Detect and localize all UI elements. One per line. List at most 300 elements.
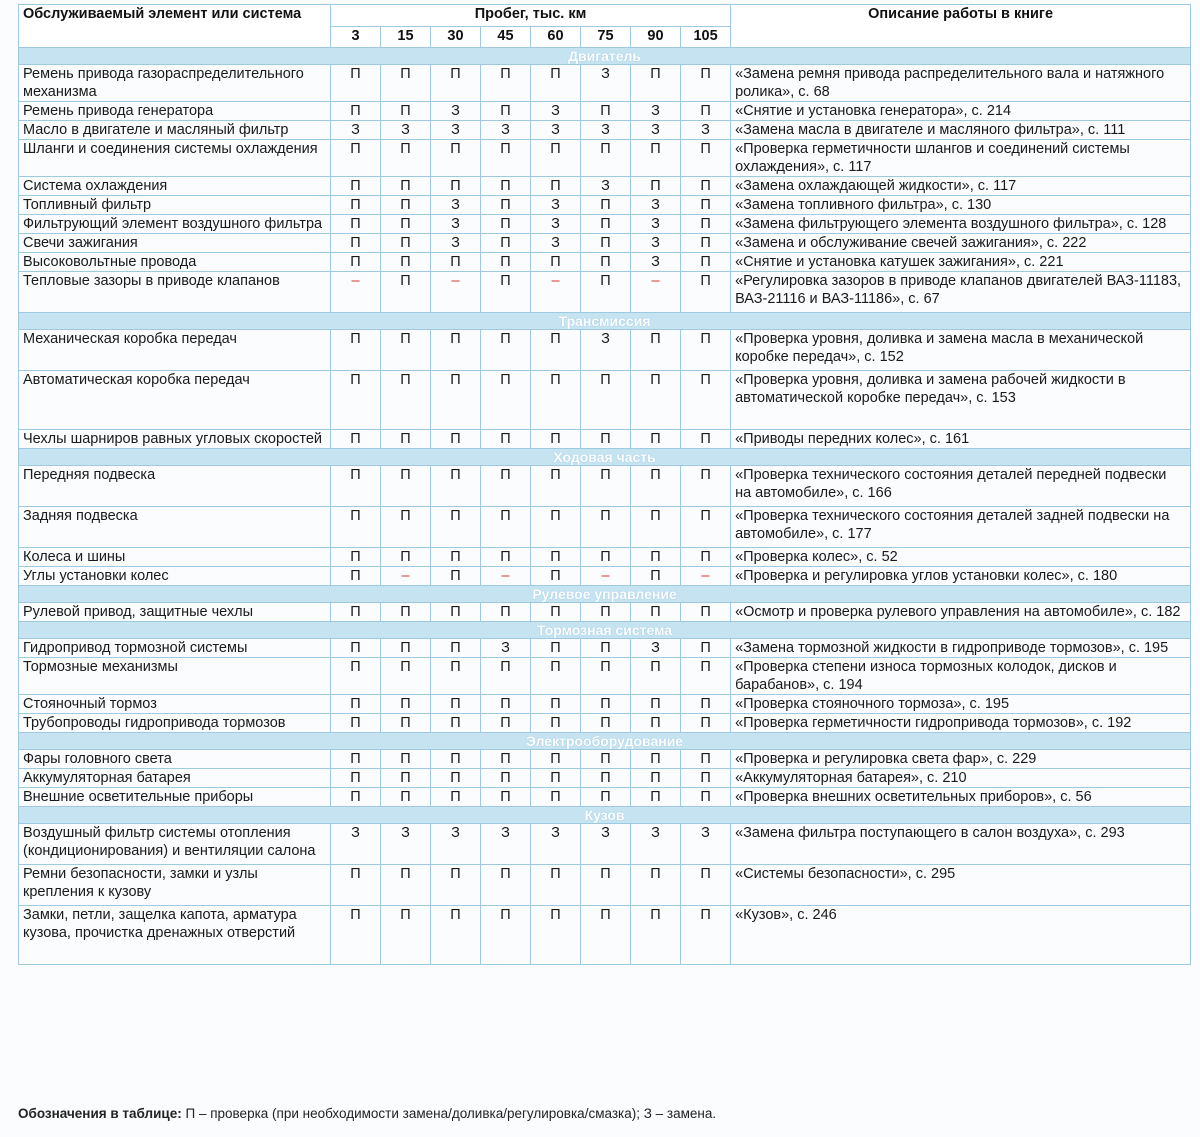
interval-cell: П bbox=[581, 906, 631, 965]
interval-cell: П bbox=[681, 330, 731, 371]
interval-cell: П bbox=[681, 865, 731, 906]
element-cell: Свечи зажигания bbox=[19, 234, 331, 253]
interval-cell: П bbox=[481, 695, 531, 714]
description-cell: «Проверка герметичности шлангов и соединений системы охлаждения», с. 117 bbox=[731, 140, 1191, 177]
interval-cell: П bbox=[381, 714, 431, 733]
section-header-row bbox=[19, 733, 1191, 750]
element-column-header: Обслуживаемый элемент или система bbox=[19, 5, 331, 48]
section-header-row bbox=[19, 586, 1191, 603]
description-cell: «Проверка технического состояния деталей задней подвески на автомобиле», с. 177 bbox=[731, 507, 1191, 548]
interval-cell: П bbox=[481, 769, 531, 788]
interval-cell: П bbox=[631, 865, 681, 906]
table-row bbox=[19, 430, 1191, 449]
interval-cell: П bbox=[481, 750, 531, 769]
interval-cell: П bbox=[631, 430, 681, 449]
interval-cell: П bbox=[681, 253, 731, 272]
interval-cell: П bbox=[531, 865, 581, 906]
interval-cell: П bbox=[431, 714, 481, 733]
mileage-column-header: 75 bbox=[581, 27, 631, 48]
interval-cell: П bbox=[531, 140, 581, 177]
interval-cell: П bbox=[481, 788, 531, 807]
interval-cell: П bbox=[381, 330, 431, 371]
description-cell: «Проверка степени износа тормозных колодок, дисков и барабанов», с. 194 bbox=[731, 658, 1191, 695]
interval-cell: П bbox=[331, 430, 381, 449]
interval-cell: П bbox=[481, 906, 531, 965]
interval-cell: П bbox=[581, 102, 631, 121]
interval-cell: З bbox=[531, 234, 581, 253]
interval-cell: П bbox=[681, 695, 731, 714]
interval-cell: П bbox=[581, 548, 631, 567]
description-cell: «Проверка и регулировка углов установки колес», с. 180 bbox=[731, 567, 1191, 586]
interval-cell: П bbox=[531, 548, 581, 567]
interval-cell: З bbox=[531, 121, 581, 140]
interval-cell: П bbox=[681, 639, 731, 658]
interval-cell: П bbox=[531, 658, 581, 695]
interval-cell: З bbox=[531, 824, 581, 865]
table-row bbox=[19, 548, 1191, 567]
interval-cell: П bbox=[481, 272, 531, 313]
interval-cell: П bbox=[681, 714, 731, 733]
interval-cell: П bbox=[381, 548, 431, 567]
interval-cell: П bbox=[681, 234, 731, 253]
interval-cell: П bbox=[331, 714, 381, 733]
interval-cell: П bbox=[481, 507, 531, 548]
interval-cell: П bbox=[481, 548, 531, 567]
table-row bbox=[19, 750, 1191, 769]
interval-cell: П bbox=[481, 658, 531, 695]
interval-cell: П bbox=[381, 253, 431, 272]
interval-cell: П bbox=[581, 507, 631, 548]
section-title: Тормозная система bbox=[19, 622, 1191, 639]
section-title: Кузов bbox=[19, 807, 1191, 824]
interval-cell: П bbox=[681, 102, 731, 121]
description-cell: «Проверка внешних осветительных приборов», с. 56 bbox=[731, 788, 1191, 807]
element-cell: Воздушный фильтр системы отопления (кондиционирования) и вентиляции салона bbox=[19, 824, 331, 865]
interval-cell: П bbox=[581, 196, 631, 215]
interval-cell: П bbox=[331, 658, 381, 695]
section-title: Ходовая часть bbox=[19, 449, 1191, 466]
interval-cell: П bbox=[581, 714, 631, 733]
interval-cell: П bbox=[331, 788, 381, 807]
interval-cell: З bbox=[431, 824, 481, 865]
element-cell: Шланги и соединения системы охлаждения bbox=[19, 140, 331, 177]
interval-cell: П bbox=[681, 177, 731, 196]
interval-cell: П bbox=[681, 788, 731, 807]
interval-cell: П bbox=[631, 65, 681, 102]
interval-cell: П bbox=[531, 65, 581, 102]
element-cell: Механическая коробка передач bbox=[19, 330, 331, 371]
interval-cell: П bbox=[681, 658, 731, 695]
description-cell: «Замена и обслуживание свечей зажигания», с. 222 bbox=[731, 234, 1191, 253]
mileage-column-header: 105 bbox=[681, 27, 731, 48]
table-row bbox=[19, 65, 1191, 102]
section-header-row bbox=[19, 449, 1191, 466]
description-cell: «Приводы передних колес», с. 161 bbox=[731, 430, 1191, 449]
interval-cell: П bbox=[631, 658, 681, 695]
interval-cell: П bbox=[481, 140, 531, 177]
interval-cell: З bbox=[481, 121, 531, 140]
interval-cell: П bbox=[481, 196, 531, 215]
interval-cell: П bbox=[681, 906, 731, 965]
description-cell: «Проверка технического состояния деталей передней подвески на автомобиле», с. 166 bbox=[731, 466, 1191, 507]
interval-cell: П bbox=[631, 140, 681, 177]
interval-cell: З bbox=[431, 196, 481, 215]
table-header bbox=[19, 5, 1191, 48]
interval-cell: П bbox=[681, 196, 731, 215]
interval-cell: П bbox=[681, 769, 731, 788]
interval-cell: П bbox=[331, 177, 381, 196]
interval-cell: П bbox=[581, 215, 631, 234]
interval-cell: П bbox=[581, 466, 631, 507]
interval-cell: П bbox=[331, 330, 381, 371]
element-cell: Автоматическая коробка передач bbox=[19, 371, 331, 430]
interval-cell: П bbox=[581, 272, 631, 313]
table-row bbox=[19, 603, 1191, 622]
description-cell: «Замена тормозной жидкости в гидроприводе тормозов», с. 195 bbox=[731, 639, 1191, 658]
table-row bbox=[19, 102, 1191, 121]
interval-cell: З bbox=[581, 65, 631, 102]
description-cell: «Кузов», с. 246 bbox=[731, 906, 1191, 965]
table-row bbox=[19, 215, 1191, 234]
interval-cell: П bbox=[581, 695, 631, 714]
interval-cell: П bbox=[681, 750, 731, 769]
element-cell: Передняя подвеска bbox=[19, 466, 331, 507]
interval-cell: П bbox=[681, 548, 731, 567]
interval-cell: З bbox=[331, 121, 381, 140]
element-cell: Колеса и шины bbox=[19, 548, 331, 567]
interval-cell: П bbox=[631, 714, 681, 733]
table-row bbox=[19, 177, 1191, 196]
interval-cell: З bbox=[531, 102, 581, 121]
description-cell: «Проверка уровня, доливка и замена рабочей жидкости в автоматической коробке передач», с. 153 bbox=[731, 371, 1191, 430]
interval-cell: П bbox=[381, 788, 431, 807]
description-cell: «Снятие и установка генератора», с. 214 bbox=[731, 102, 1191, 121]
interval-cell: П bbox=[631, 507, 681, 548]
table-row bbox=[19, 658, 1191, 695]
description-cell: «Снятие и установка катушек зажигания», с. 221 bbox=[731, 253, 1191, 272]
interval-cell: П bbox=[431, 65, 481, 102]
description-cell: «Системы безопасности», с. 295 bbox=[731, 865, 1191, 906]
table-row bbox=[19, 769, 1191, 788]
table-row bbox=[19, 507, 1191, 548]
section-header-row bbox=[19, 313, 1191, 330]
interval-cell: З bbox=[381, 824, 431, 865]
interval-cell: П bbox=[431, 658, 481, 695]
interval-cell: З bbox=[431, 234, 481, 253]
interval-cell: П bbox=[481, 371, 531, 430]
interval-cell: З bbox=[581, 121, 631, 140]
legend-text: П – проверка (при необходимости замена/доливка/регулировка/смазка); З – замена. bbox=[185, 1106, 717, 1121]
interval-cell: П bbox=[681, 603, 731, 622]
interval-cell: П bbox=[581, 371, 631, 430]
section-header-row bbox=[19, 622, 1191, 639]
section-header-row bbox=[19, 807, 1191, 824]
interval-cell: П bbox=[631, 695, 681, 714]
interval-cell: – bbox=[431, 272, 481, 313]
interval-cell: П bbox=[381, 234, 431, 253]
interval-cell: П bbox=[581, 658, 631, 695]
interval-cell: П bbox=[331, 695, 381, 714]
table-legend bbox=[18, 1106, 716, 1121]
element-cell: Замки, петли, защелка капота, арматура кузова, прочистка дренажных отверстий bbox=[19, 906, 331, 965]
table-row bbox=[19, 121, 1191, 140]
element-cell: Фары головного света bbox=[19, 750, 331, 769]
mileage-column-header: 30 bbox=[431, 27, 481, 48]
interval-cell: – bbox=[381, 567, 431, 586]
interval-cell: П bbox=[431, 769, 481, 788]
interval-cell: П bbox=[481, 865, 531, 906]
interval-cell: П bbox=[381, 102, 431, 121]
section-title: Электрооборудование bbox=[19, 733, 1191, 750]
interval-cell: П bbox=[331, 371, 381, 430]
interval-cell: П bbox=[331, 507, 381, 548]
interval-cell: П bbox=[331, 750, 381, 769]
description-cell: «Замена фильтрующего элемента воздушного фильтра», с. 128 bbox=[731, 215, 1191, 234]
mileage-column-header: 45 bbox=[481, 27, 531, 48]
element-cell: Аккумуляторная батарея bbox=[19, 769, 331, 788]
interval-cell: П bbox=[531, 466, 581, 507]
interval-cell: П bbox=[531, 695, 581, 714]
interval-cell: З bbox=[631, 196, 681, 215]
interval-cell: П bbox=[481, 330, 531, 371]
interval-cell: П bbox=[331, 639, 381, 658]
interval-cell: П bbox=[431, 253, 481, 272]
interval-cell: П bbox=[331, 65, 381, 102]
description-cell: «Замена охлаждающей жидкости», с. 117 bbox=[731, 177, 1191, 196]
table-row bbox=[19, 466, 1191, 507]
interval-cell: П bbox=[431, 567, 481, 586]
interval-cell: П bbox=[531, 750, 581, 769]
interval-cell: П bbox=[531, 769, 581, 788]
element-cell: Тормозные механизмы bbox=[19, 658, 331, 695]
table-row bbox=[19, 714, 1191, 733]
table-row bbox=[19, 196, 1191, 215]
interval-cell: П bbox=[531, 603, 581, 622]
interval-cell: З bbox=[331, 824, 381, 865]
interval-cell: П bbox=[631, 177, 681, 196]
interval-cell: З bbox=[631, 215, 681, 234]
interval-cell: П bbox=[381, 196, 431, 215]
interval-cell: П bbox=[581, 769, 631, 788]
interval-cell: П bbox=[381, 371, 431, 430]
interval-cell: П bbox=[331, 603, 381, 622]
interval-cell: П bbox=[431, 750, 481, 769]
interval-cell: П bbox=[681, 215, 731, 234]
interval-cell: П bbox=[331, 196, 381, 215]
interval-cell: П bbox=[431, 788, 481, 807]
interval-cell: З bbox=[431, 215, 481, 234]
interval-cell: З bbox=[631, 102, 681, 121]
interval-cell: – bbox=[631, 272, 681, 313]
interval-cell: З bbox=[531, 215, 581, 234]
element-cell: Гидропривод тормозной системы bbox=[19, 639, 331, 658]
interval-cell: П bbox=[481, 714, 531, 733]
table-row bbox=[19, 371, 1191, 430]
interval-cell: П bbox=[581, 430, 631, 449]
interval-cell: П bbox=[481, 215, 531, 234]
description-cell: «Проверка и регулировка света фар», с. 229 bbox=[731, 750, 1191, 769]
table-row bbox=[19, 330, 1191, 371]
interval-cell: П bbox=[331, 466, 381, 507]
interval-cell: П bbox=[381, 603, 431, 622]
interval-cell: П bbox=[531, 714, 581, 733]
interval-cell: З bbox=[481, 824, 531, 865]
interval-cell: П bbox=[531, 177, 581, 196]
interval-cell: П bbox=[531, 253, 581, 272]
element-cell: Стояночный тормоз bbox=[19, 695, 331, 714]
element-cell: Топливный фильтр bbox=[19, 196, 331, 215]
interval-cell: П bbox=[531, 371, 581, 430]
interval-cell: З bbox=[431, 121, 481, 140]
interval-cell: П bbox=[381, 906, 431, 965]
interval-cell: П bbox=[581, 140, 631, 177]
interval-cell: З bbox=[681, 121, 731, 140]
mileage-group-header: Пробег, тыс. км bbox=[331, 5, 731, 27]
interval-cell: П bbox=[631, 567, 681, 586]
element-cell: Фильтрующий элемент воздушного фильтра bbox=[19, 215, 331, 234]
interval-cell: П bbox=[581, 639, 631, 658]
interval-cell: П bbox=[531, 430, 581, 449]
interval-cell: П bbox=[431, 140, 481, 177]
interval-cell: П bbox=[531, 788, 581, 807]
element-cell: Трубопроводы гидропривода тормозов bbox=[19, 714, 331, 733]
description-cell: «Замена масла в двигателе и масляного фильтра», с. 111 bbox=[731, 121, 1191, 140]
interval-cell: П bbox=[431, 695, 481, 714]
section-title: Трансмиссия bbox=[19, 313, 1191, 330]
section-title: Двигатель bbox=[19, 48, 1191, 65]
interval-cell: П bbox=[331, 102, 381, 121]
interval-cell: П bbox=[331, 865, 381, 906]
description-cell: «Регулировка зазоров в приводе клапанов двигателей ВАЗ-11183, ВАЗ-21116 и ВАЗ-11186», с. 67 bbox=[731, 272, 1191, 313]
table-row bbox=[19, 906, 1191, 965]
element-cell: Рулевой привод, защитные чехлы bbox=[19, 603, 331, 622]
interval-cell: П bbox=[431, 507, 481, 548]
interval-cell: П bbox=[631, 750, 681, 769]
interval-cell: П bbox=[331, 567, 381, 586]
interval-cell: П bbox=[381, 865, 431, 906]
interval-cell: П bbox=[431, 430, 481, 449]
interval-cell: П bbox=[431, 330, 481, 371]
interval-cell: П bbox=[481, 430, 531, 449]
interval-cell: П bbox=[381, 769, 431, 788]
interval-cell: П bbox=[481, 177, 531, 196]
mileage-column-header: 15 bbox=[381, 27, 431, 48]
section-header-row bbox=[19, 48, 1191, 65]
interval-cell: П bbox=[631, 548, 681, 567]
table-row bbox=[19, 253, 1191, 272]
interval-cell: П bbox=[531, 330, 581, 371]
interval-cell: П bbox=[381, 177, 431, 196]
description-cell: «Замена фильтра поступающего в салон воздуха», с. 293 bbox=[731, 824, 1191, 865]
interval-cell: – bbox=[481, 567, 531, 586]
element-cell: Масло в двигателе и масляный фильтр bbox=[19, 121, 331, 140]
interval-cell: П bbox=[431, 865, 481, 906]
interval-cell: П bbox=[631, 330, 681, 371]
interval-cell: П bbox=[331, 548, 381, 567]
interval-cell: П bbox=[681, 272, 731, 313]
interval-cell: П bbox=[681, 371, 731, 430]
element-cell: Тепловые зазоры в приводе клапанов bbox=[19, 272, 331, 313]
interval-cell: П bbox=[381, 507, 431, 548]
table-row bbox=[19, 824, 1191, 865]
interval-cell: П bbox=[681, 140, 731, 177]
interval-cell: П bbox=[331, 234, 381, 253]
description-cell: «Проверка стояночного тормоза», с. 195 bbox=[731, 695, 1191, 714]
interval-cell: З bbox=[481, 639, 531, 658]
table-row bbox=[19, 272, 1191, 313]
interval-cell: П bbox=[481, 65, 531, 102]
element-cell: Внешние осветительные приборы bbox=[19, 788, 331, 807]
table-body bbox=[19, 48, 1191, 965]
interval-cell: П bbox=[531, 567, 581, 586]
interval-cell: З bbox=[631, 253, 681, 272]
interval-cell: П bbox=[631, 906, 681, 965]
interval-cell: П bbox=[381, 695, 431, 714]
interval-cell: П bbox=[331, 769, 381, 788]
interval-cell: П bbox=[381, 750, 431, 769]
interval-cell: П bbox=[481, 234, 531, 253]
description-cell: «Проверка уровня, доливка и замена масла в механической коробке передач», с. 152 bbox=[731, 330, 1191, 371]
mileage-column-header: 90 bbox=[631, 27, 681, 48]
interval-cell: П bbox=[431, 548, 481, 567]
interval-cell: П bbox=[381, 466, 431, 507]
mileage-column-header: 3 bbox=[331, 27, 381, 48]
interval-cell: П bbox=[431, 466, 481, 507]
interval-cell: З bbox=[681, 824, 731, 865]
interval-cell: – bbox=[531, 272, 581, 313]
interval-cell: П bbox=[331, 140, 381, 177]
interval-cell: – bbox=[331, 272, 381, 313]
interval-cell: П bbox=[631, 769, 681, 788]
interval-cell: З bbox=[581, 330, 631, 371]
description-cell: «Аккумуляторная батарея», с. 210 bbox=[731, 769, 1191, 788]
interval-cell: П bbox=[681, 65, 731, 102]
description-cell: «Осмотр и проверка рулевого управления на автомобиле», с. 182 bbox=[731, 603, 1191, 622]
interval-cell: П bbox=[431, 639, 481, 658]
interval-cell: П bbox=[631, 466, 681, 507]
element-cell: Ремни безопасности, замки и узлы крепления к кузову bbox=[19, 865, 331, 906]
element-cell: Ремень привода газораспределительного механизма bbox=[19, 65, 331, 102]
legend-label: Обозначения в таблице: bbox=[18, 1106, 182, 1121]
element-cell: Система охлаждения bbox=[19, 177, 331, 196]
interval-cell: П bbox=[431, 371, 481, 430]
interval-cell: П bbox=[431, 177, 481, 196]
interval-cell: З bbox=[531, 196, 581, 215]
interval-cell: П bbox=[581, 603, 631, 622]
table-row bbox=[19, 639, 1191, 658]
element-cell: Чехлы шарниров равных угловых скоростей bbox=[19, 430, 331, 449]
interval-cell: П bbox=[681, 507, 731, 548]
interval-cell: П bbox=[631, 603, 681, 622]
description-cell: «Замена ремня привода распределительного вала и натяжного ролика», с. 68 bbox=[731, 65, 1191, 102]
interval-cell: П bbox=[631, 371, 681, 430]
interval-cell: З bbox=[631, 824, 681, 865]
interval-cell: П bbox=[631, 788, 681, 807]
interval-cell: П bbox=[481, 102, 531, 121]
element-cell: Высоковольтные провода bbox=[19, 253, 331, 272]
interval-cell: З bbox=[581, 824, 631, 865]
description-cell: «Проверка колес», с. 52 bbox=[731, 548, 1191, 567]
interval-cell: П bbox=[581, 788, 631, 807]
table-row bbox=[19, 234, 1191, 253]
interval-cell: П bbox=[531, 507, 581, 548]
interval-cell: П bbox=[481, 603, 531, 622]
interval-cell: П bbox=[381, 65, 431, 102]
interval-cell: П bbox=[481, 253, 531, 272]
element-cell: Задняя подвеска bbox=[19, 507, 331, 548]
table-row bbox=[19, 695, 1191, 714]
interval-cell: З bbox=[631, 121, 681, 140]
